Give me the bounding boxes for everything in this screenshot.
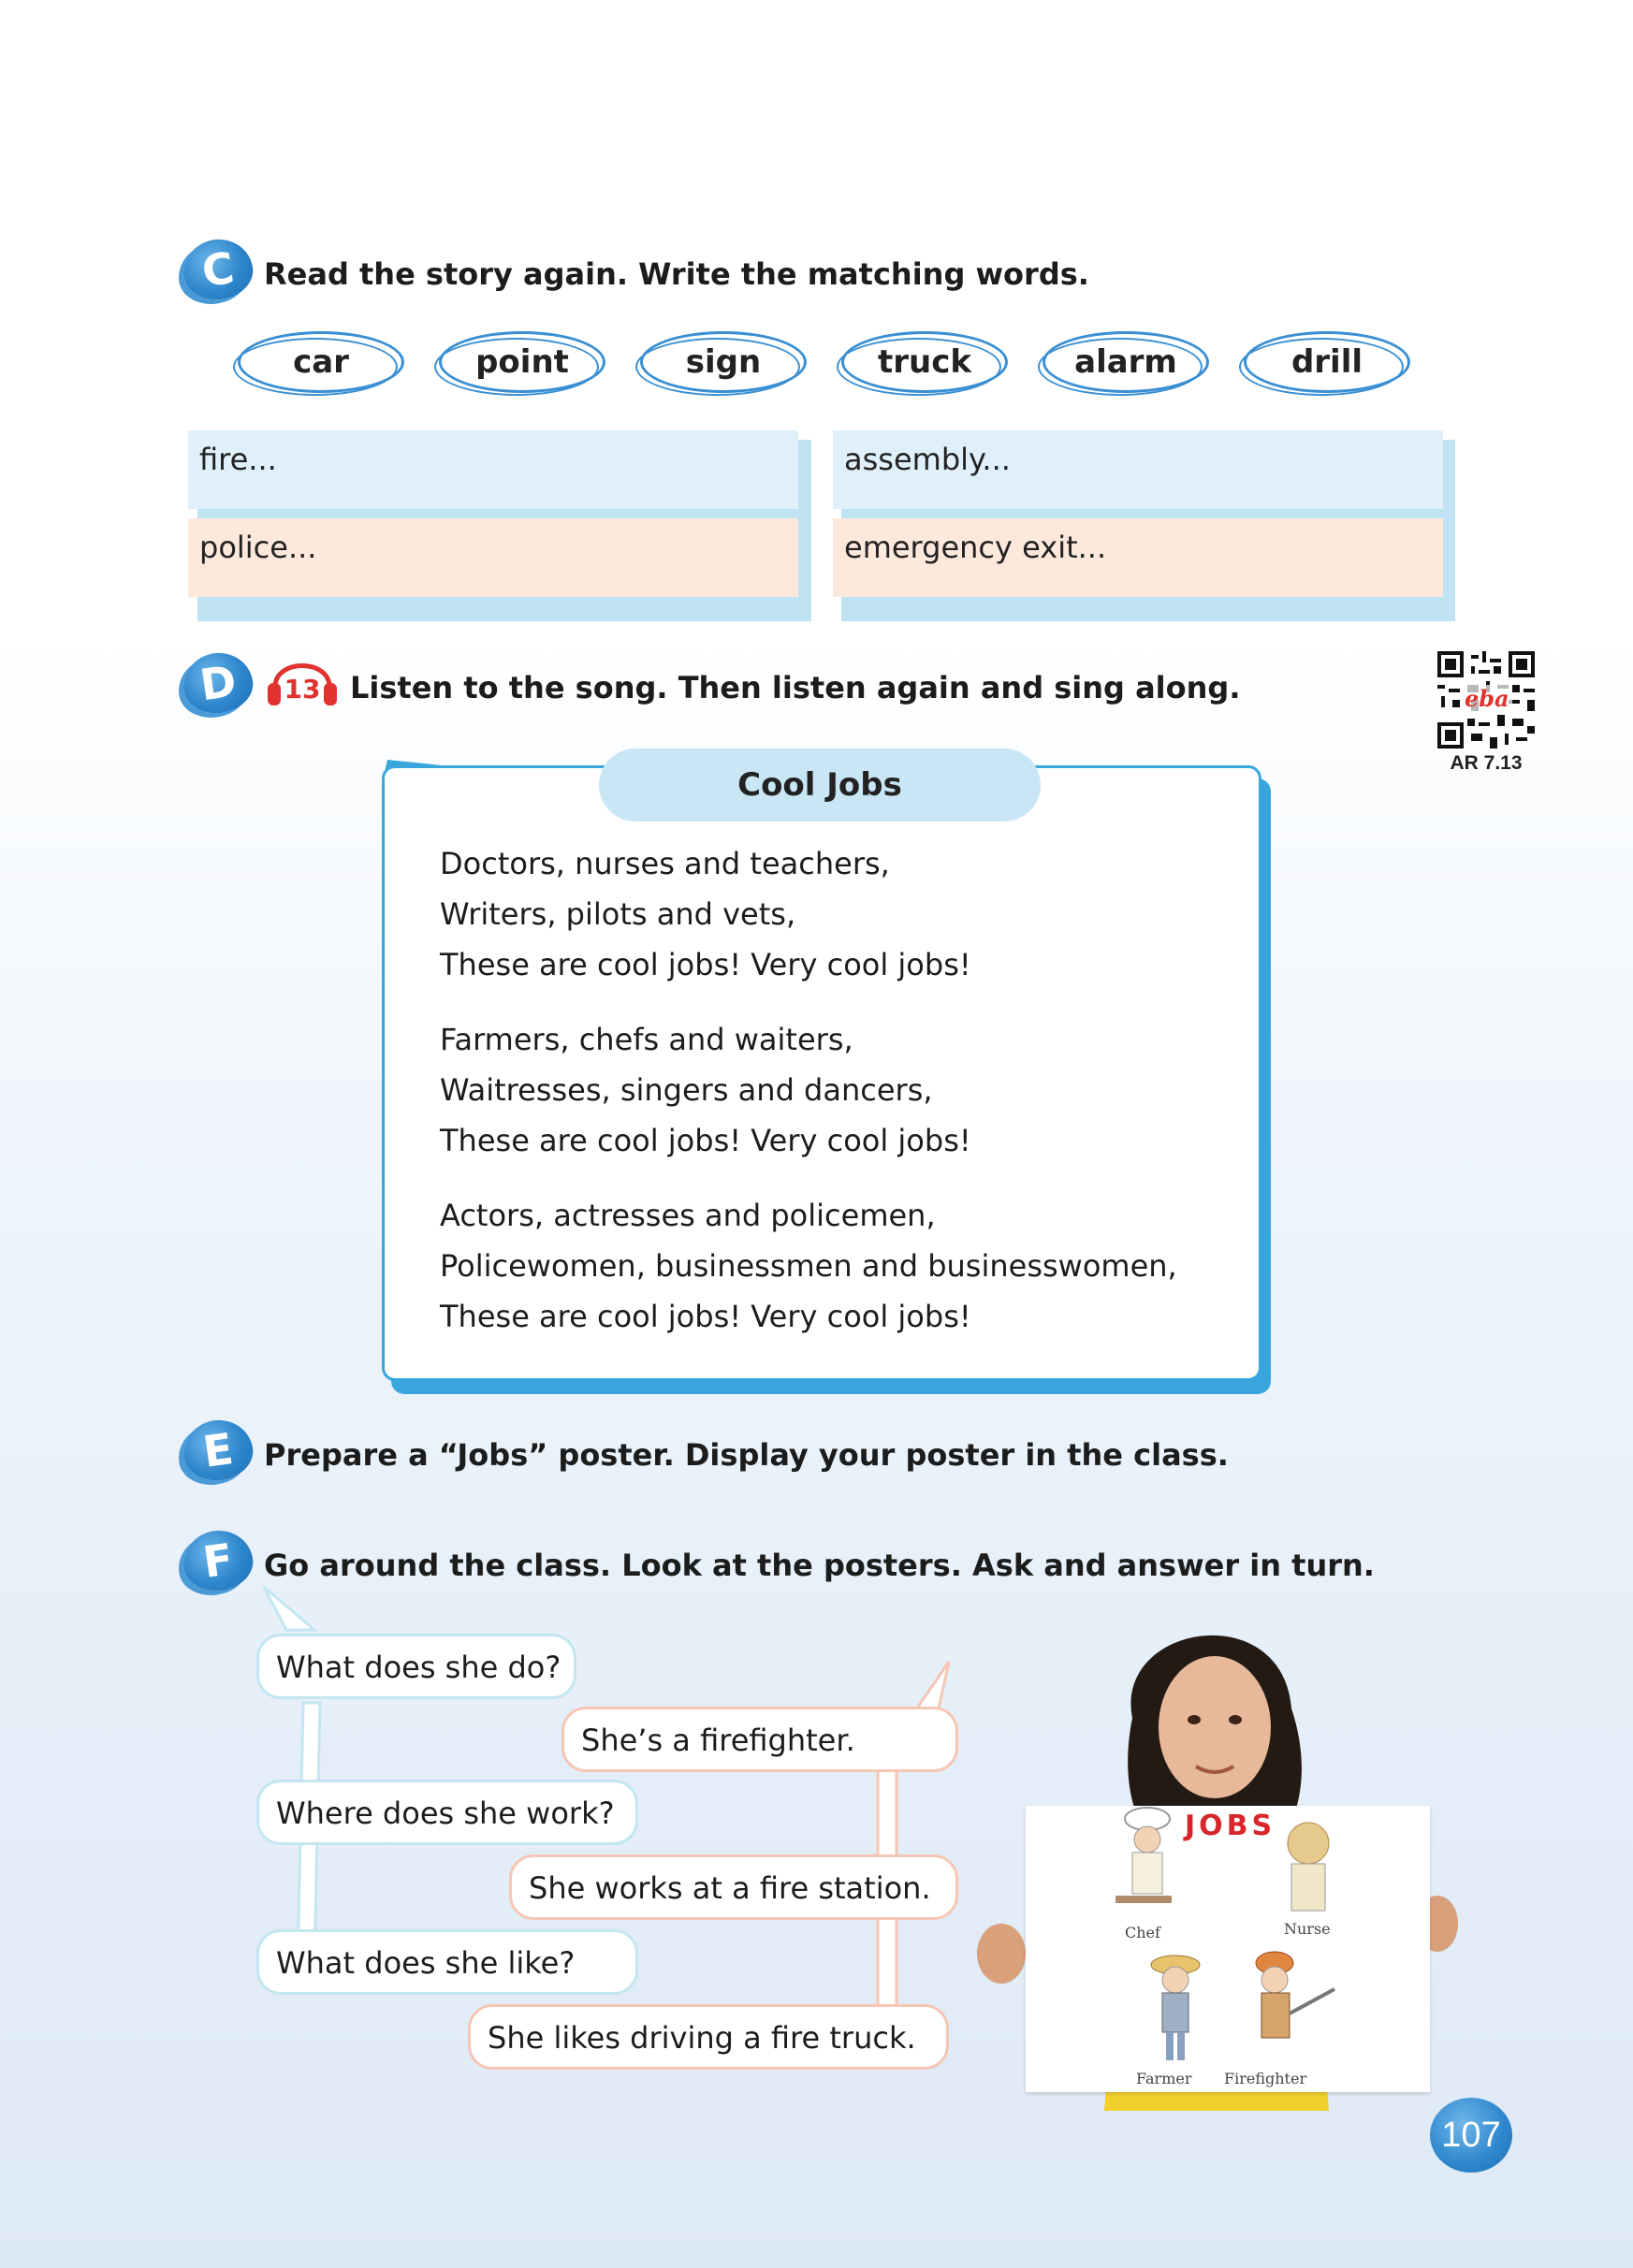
answer-bubble-2: She works at a fire station. (509, 1854, 958, 1920)
answer-bubble-1: She’s a firefighter. (561, 1707, 958, 1772)
section-badge-f: F (180, 1526, 256, 1595)
song-line: Farmers, chefs and waiters, (440, 1022, 853, 1057)
song-line: These are cool jobs! Very cool jobs! (440, 947, 971, 982)
word-pill-truck: truck (841, 331, 1008, 393)
song-line: Policewomen, businessmen and businesswomen, (440, 1248, 1177, 1284)
song-line: Writers, pilots and vets, (440, 896, 796, 932)
headphones-audio-icon[interactable] (264, 649, 341, 711)
ar-code-label: AR 7.13 (1450, 752, 1523, 774)
section-f-instruction: Go around the class. Look at the posters. Ask and answer in turn. (264, 1548, 1375, 1583)
song-line: These are cool jobs! Very cool jobs! (440, 1299, 971, 1334)
girl-with-poster-photo (973, 1606, 1460, 2111)
poster-label-chef: Chef (1125, 1924, 1160, 1941)
poster-drawings (1026, 1806, 1430, 2092)
song-line: Waitresses, singers and dancers, (440, 1072, 933, 1108)
match-cell-assembly[interactable]: assembly... (833, 430, 1443, 509)
qr-logo-text: eba (1462, 685, 1512, 712)
question-bubble-2: Where does she work? (256, 1780, 638, 1845)
word-pill-alarm: alarm (1042, 331, 1209, 393)
question-bubble-3: What does she like? (256, 1929, 638, 1995)
section-badge-c: C (180, 235, 256, 304)
section-d-instruction: Listen to the song. Then listen again and sing along. (350, 670, 1241, 705)
match-cell-police[interactable]: police... (188, 518, 798, 597)
section-badge-d: D (180, 648, 256, 718)
song-title: Cool Jobs (599, 749, 1041, 821)
qr-code-icon[interactable] (1437, 651, 1535, 749)
poster-label-firefighter: Firefighter (1224, 2070, 1307, 2087)
song-line: Actors, actresses and policemen, (440, 1198, 936, 1233)
word-pill-sign: sign (640, 331, 807, 393)
poster-label-nurse: Nurse (1284, 1920, 1331, 1938)
match-cell-fire[interactable]: fire... (188, 430, 798, 509)
song-line: Doctors, nurses and teachers, (440, 846, 890, 881)
section-e-instruction: Prepare a “Jobs” poster. Display your poster in the class. (264, 1437, 1229, 1473)
audio-track-number: 13 (284, 674, 321, 705)
poster-label-farmer: Farmer (1136, 2070, 1192, 2087)
jobs-poster (1026, 1806, 1430, 2092)
question-bubble-1: What does she do? (256, 1634, 576, 1699)
poster-title: JOBS (1185, 1810, 1276, 1842)
word-pill-car: car (238, 331, 404, 393)
song-line: These are cool jobs! Very cool jobs! (440, 1123, 971, 1158)
word-pill-drill: drill (1244, 331, 1410, 393)
section-badge-e: E (180, 1416, 256, 1485)
section-c-instruction: Read the story again. Write the matching words. (264, 256, 1089, 292)
match-cell-emergency-exit[interactable]: emergency exit... (833, 518, 1443, 597)
word-pill-point: point (439, 331, 605, 393)
page-number: 107 (1430, 2098, 1512, 2173)
answer-bubble-3: She likes driving a fire truck. (468, 2004, 949, 2070)
